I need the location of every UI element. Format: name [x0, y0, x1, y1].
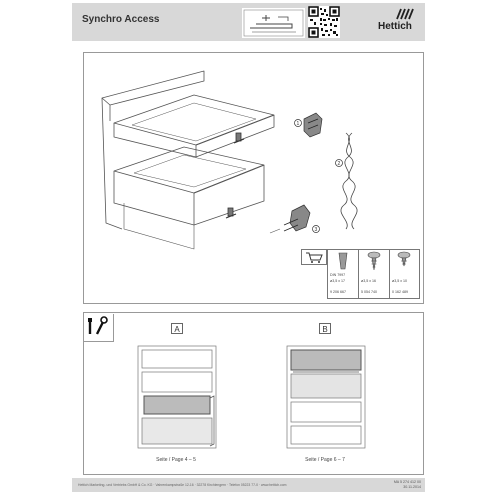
hardware-size-2: ø3,5 x 16: [361, 279, 376, 283]
screw-icon: [390, 250, 419, 272]
wood-dowel-icon: [328, 250, 358, 272]
hettich-logo-icon: [395, 7, 415, 21]
option-b-label[interactable]: B: [319, 323, 331, 334]
hardware-size-1: ø3,5 x 17: [330, 279, 345, 283]
locking-device-bottom-icon: [226, 208, 236, 218]
hardware-cart-box: [301, 249, 327, 265]
hardware-table: [327, 249, 420, 299]
option-a-label[interactable]: A: [171, 323, 183, 334]
footer-address: Hettich Marketing- und Vertriebs GmbH & Co. KG · Vahrenkampstraße 12-16 · 32278 Kirchlengern · Telefon 05223 77-0 · www.hettich.com: [78, 483, 287, 487]
hardware-code-3: 0 162 489: [392, 290, 408, 294]
hardware-col-2: [359, 250, 390, 298]
option-a-caption: Seite / Page 4 – 5: [156, 457, 196, 463]
tools-icon: [84, 314, 112, 340]
footer-bar: [72, 478, 425, 492]
doc-date: 30.11.2014: [403, 485, 421, 489]
hardware-size-3: ø3,5 x 10: [392, 279, 407, 283]
svg-text:1: 1: [296, 121, 300, 127]
footer-doc-info: [394, 480, 421, 490]
option-b-diagram[interactable]: [285, 344, 367, 450]
option-a-diagram[interactable]: [136, 344, 218, 450]
options-panel: [83, 312, 424, 475]
header-bar: [72, 3, 425, 41]
svg-text:3: 3: [314, 227, 318, 233]
assembly-drawing-panel: [83, 52, 424, 304]
hardware-spec-1: DIN 7997: [330, 273, 346, 277]
option-b-caption: Seite / Page 6 – 7: [305, 457, 345, 463]
svg-text:2: 2: [337, 161, 341, 167]
hardware-code-1: 9 206 667: [330, 290, 346, 294]
shopping-cart-icon: [302, 250, 326, 264]
hardware-col-1: [328, 250, 359, 298]
cable-chain-icon: [336, 133, 358, 229]
doc-number: MA 5 274 412 00: [393, 480, 421, 484]
brand-logo-text: Hettich: [378, 21, 412, 32]
qr-code-icon: [308, 6, 340, 38]
drawer-slide-icon: [242, 8, 305, 38]
hardware-col-3: [390, 250, 419, 298]
hardware-code-2: 5 054 740: [361, 290, 377, 294]
screw-icon: [359, 250, 389, 272]
page-title: Synchro Access: [82, 14, 160, 25]
tools-box: [84, 314, 114, 342]
part-detail-1-icon: [295, 113, 323, 137]
